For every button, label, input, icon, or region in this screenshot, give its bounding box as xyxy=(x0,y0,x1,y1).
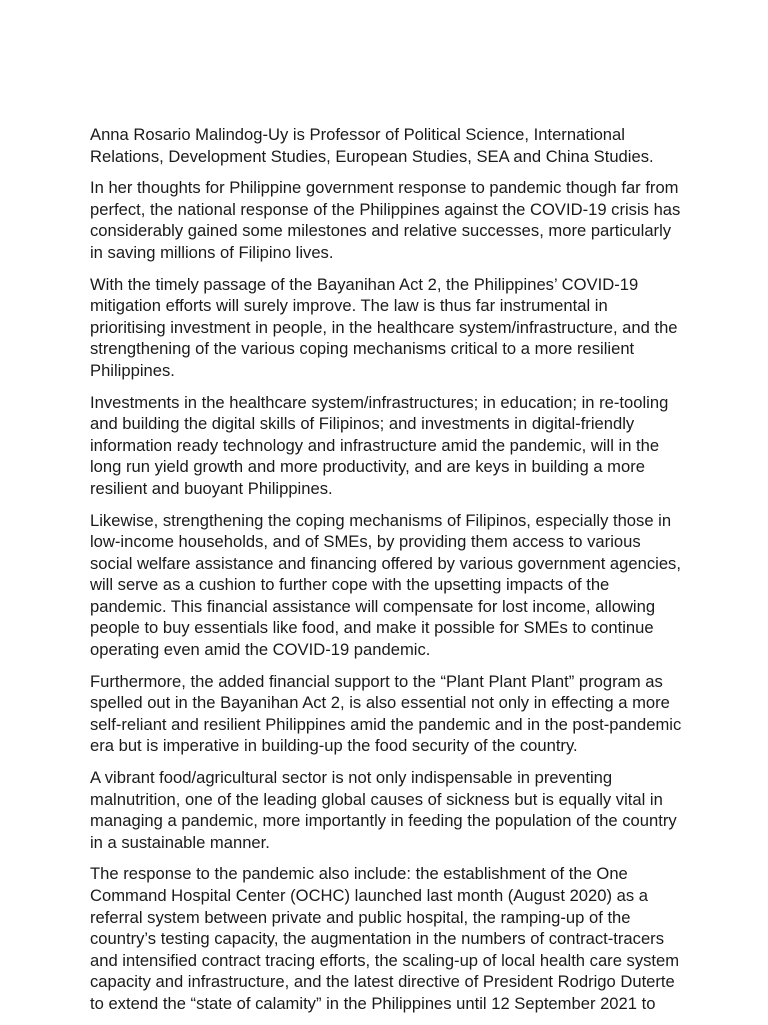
text-line: prioritising investment in people, in the healthcare system/infrastructure, and the xyxy=(90,317,678,337)
text-line: information ready technology and infrastructure amid the pandemic, will in the xyxy=(90,435,660,455)
text-line: Investments in the healthcare system/infrastructures; in education; in re-tooling xyxy=(90,392,669,412)
text-line: to extend the “state of calamity” in the Philippines until 12 September 2021 to xyxy=(90,993,656,1013)
text-line: will serve as a cushion to further cope with the upsetting impacts of the xyxy=(90,575,610,595)
paragraph xyxy=(90,767,678,853)
text-line: malnutrition, one of the leading global causes of sickness but is equally vital in xyxy=(90,789,663,809)
paragraph xyxy=(90,274,678,382)
text-line: self-reliant and resilient Philippines amid the pandemic and in the post-pandemic xyxy=(90,714,682,734)
text-line: in a sustainable manner. xyxy=(90,832,270,852)
text-line: country’s testing capacity, the augmentation in the numbers of contract-tracers xyxy=(90,929,665,949)
text-line: spelled out in the Bayanihan Act 2, is also essential not only in effecting a more xyxy=(90,693,670,713)
text-line: long run yield growth and more productivity, and are keys in building a more xyxy=(90,457,645,477)
text-line: Command Hospital Center (OCHC) launched last month (August 2020) as a xyxy=(90,886,648,905)
paragraph xyxy=(90,510,681,661)
text-line: referral system between private and public hospital, the ramping-up of the xyxy=(90,907,631,927)
text-line: capacity and infrastructure, and the latest directive of President Rodrigo Duterte xyxy=(90,972,675,992)
text-line: and building the digital skills of Filipinos; and investments in digital-friendly xyxy=(90,414,635,434)
text-line: A vibrant food/agricultural sector is not only indispensable in preventing xyxy=(90,768,613,788)
text-line: The response to the pandemic also include: the establishment of the One xyxy=(90,864,628,884)
text-line: Relations, Development Studies, European Studies, SEA and China Studies. xyxy=(90,146,654,166)
text-line: Philippines. xyxy=(90,360,175,380)
paragraph xyxy=(90,863,678,1014)
text-line: Furthermore, the added financial support to the “Plant Plant Plant” program as xyxy=(90,671,663,691)
text-line: operating even amid the COVID-19 pandemic. xyxy=(90,640,431,660)
text-line: pandemic. This financial assistance will compensate for lost income, allowing xyxy=(90,596,656,616)
document-body xyxy=(90,124,682,1025)
text-line: people to buy essentials like food, and make it possible for SMEs to continue xyxy=(90,618,654,638)
text-line: managing a pandemic, more importantly in feeding the population of the country xyxy=(90,811,677,831)
text-line: strengthening of the various coping mechanisms critical to a more resilient xyxy=(90,339,635,359)
text-line: era but is imperative in building-up the food security of the country. xyxy=(90,736,578,756)
paragraph xyxy=(90,671,682,757)
paragraph xyxy=(90,177,681,263)
text-line: and intensified contract tracing efforts, the scaling-up of local health care system xyxy=(90,950,680,970)
text-line: low-income households, and of SMEs, by providing them access to various xyxy=(90,532,641,552)
text-line: With the timely passage of the Bayanihan Act 2, the Philippines’ COVID-19 xyxy=(90,274,639,294)
paragraph xyxy=(90,392,678,500)
paragraph xyxy=(90,124,678,167)
text-line: Anna Rosario Malindog-Uy is Professor of Political Science, International xyxy=(90,125,625,144)
text-line: in saving millions of Filipino lives. xyxy=(90,242,334,262)
text-line: social welfare assistance and financing offered by various government agencies, xyxy=(90,553,681,573)
text-line: perfect, the national response of the Philippines against the COVID-19 crisis has xyxy=(90,199,681,219)
text-line: mitigation efforts will surely improve. The law is thus far instrumental in xyxy=(90,296,608,316)
text-line: considerably gained some milestones and relative successes, more particularly xyxy=(90,221,672,241)
text-line: In her thoughts for Philippine government response to pandemic though far from xyxy=(90,178,679,198)
text-line: Likewise, strengthening the coping mechanisms of Filipinos, especially those in xyxy=(90,510,672,530)
text-line: resilient and buoyant Philippines. xyxy=(90,478,333,498)
